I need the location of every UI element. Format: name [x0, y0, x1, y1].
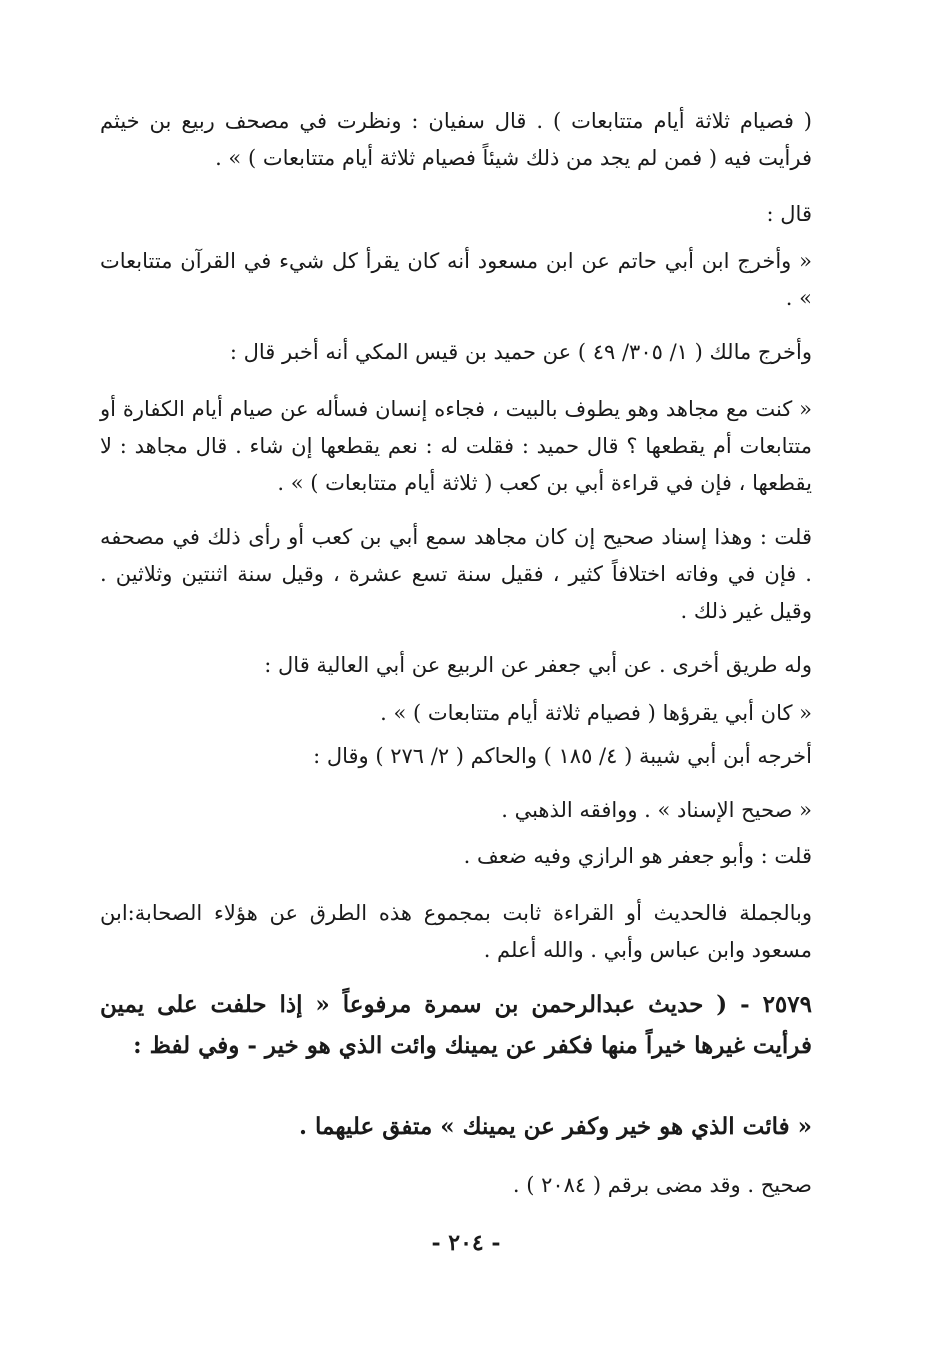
paragraph-tariq-ukhra: وله طريق أخرى . عن أبي جعفر عن الربيع عن أبي العالية قال : [264, 653, 812, 677]
hadith-heading-2579: ٢٥٧٩ - ( حديث عبدالرحمن بن سمرة مرفوعاً « إذا حلفت على يمين فرأيت غيرها خيراً منها فكفر عن يمينك وائت الذي هو خير - وفي لفظ : [100, 991, 812, 1059]
paragraph-ibn-abi-hatim: « وأخرج ابن أبي حاتم عن ابن مسعود أنه كان يقرأ كل شيء في القرآن متتابعات » . [100, 249, 812, 310]
page-number: - ٢٠٤ - [431, 1230, 501, 1256]
paragraph-mujahid-quote: « كنت مع مجاهد وهو يطوف بالبيت ، فجاءه إنسان فسأله عن صيام أيام الكفارة أو متتابعات أم يقطعها ؟ قال حميد : فقلت له : نعم يقطعها إن شاء . قال مجاهد : لا يقطعها ، فإن في قراءة أبي بن كعب ( ثلاثة أيام متتابعات ) » . [100, 397, 812, 495]
paragraph-qultu-isnad: قلت : وهذا إسناد صحيح إن كان مجاهد سمع أبي بن كعب أو رأى ذلك في مصحفه . فإن في وفاته اختلافاً كثير ، فقيل سنة تسع عشرة ، وقيل سنة اثنتين وثلاثين . وقيل غير ذلك . [100, 525, 812, 623]
paragraph-sahih-reference: صحيح . وقد مضى برقم ( ٢٠٨٤ ) . [512, 1173, 812, 1197]
paragraph-ubay-reading: « كان أبي يقرؤها ( فصيام ثلاثة أيام متتابعات ) » . [380, 701, 812, 725]
paragraph-takhrij: أخرجه أبن أبي شيبة ( ٤/ ١٨٥ ) والحاكم ( ٢/ ٢٧٦ ) وقال : [313, 744, 812, 768]
hadith-alternate-wording: « فائت الذي هو خير وكفر عن يمينك » متفق عليهما . [299, 1113, 812, 1140]
paragraph-abu-jafar: قلت : وأبو جعفر هو الرازي وفيه ضعف . [463, 844, 812, 868]
paragraph-qala: قال : [766, 202, 812, 226]
paragraph-sahih-isnad: « صحيح الإسناد » . ووافقه الذهبي . [501, 798, 812, 822]
paragraph-conclusion: وبالجملة فالحديث أو القراءة ثابت بمجموع هذه الطرق عن هؤلاء الصحابة:ابن مسعود وابن عباس وأبي . والله أعلم . [100, 901, 812, 962]
paragraph-malik: وأخرج مالك ( ١/ ٣٠٥/ ٤٩ ) عن حميد بن قيس المكي أنه أخبر قال : [229, 340, 812, 364]
paragraph-sufyan: ( فصيام ثلاثة أيام متتابعات ) . قال سفيان : ونظرت في مصحف ربيع بن خيثم فرأيت فيه ( فمن لم يجد من ذلك شيئاً فصيام ثلاثة أيام متتابعات ) » . [100, 109, 812, 170]
